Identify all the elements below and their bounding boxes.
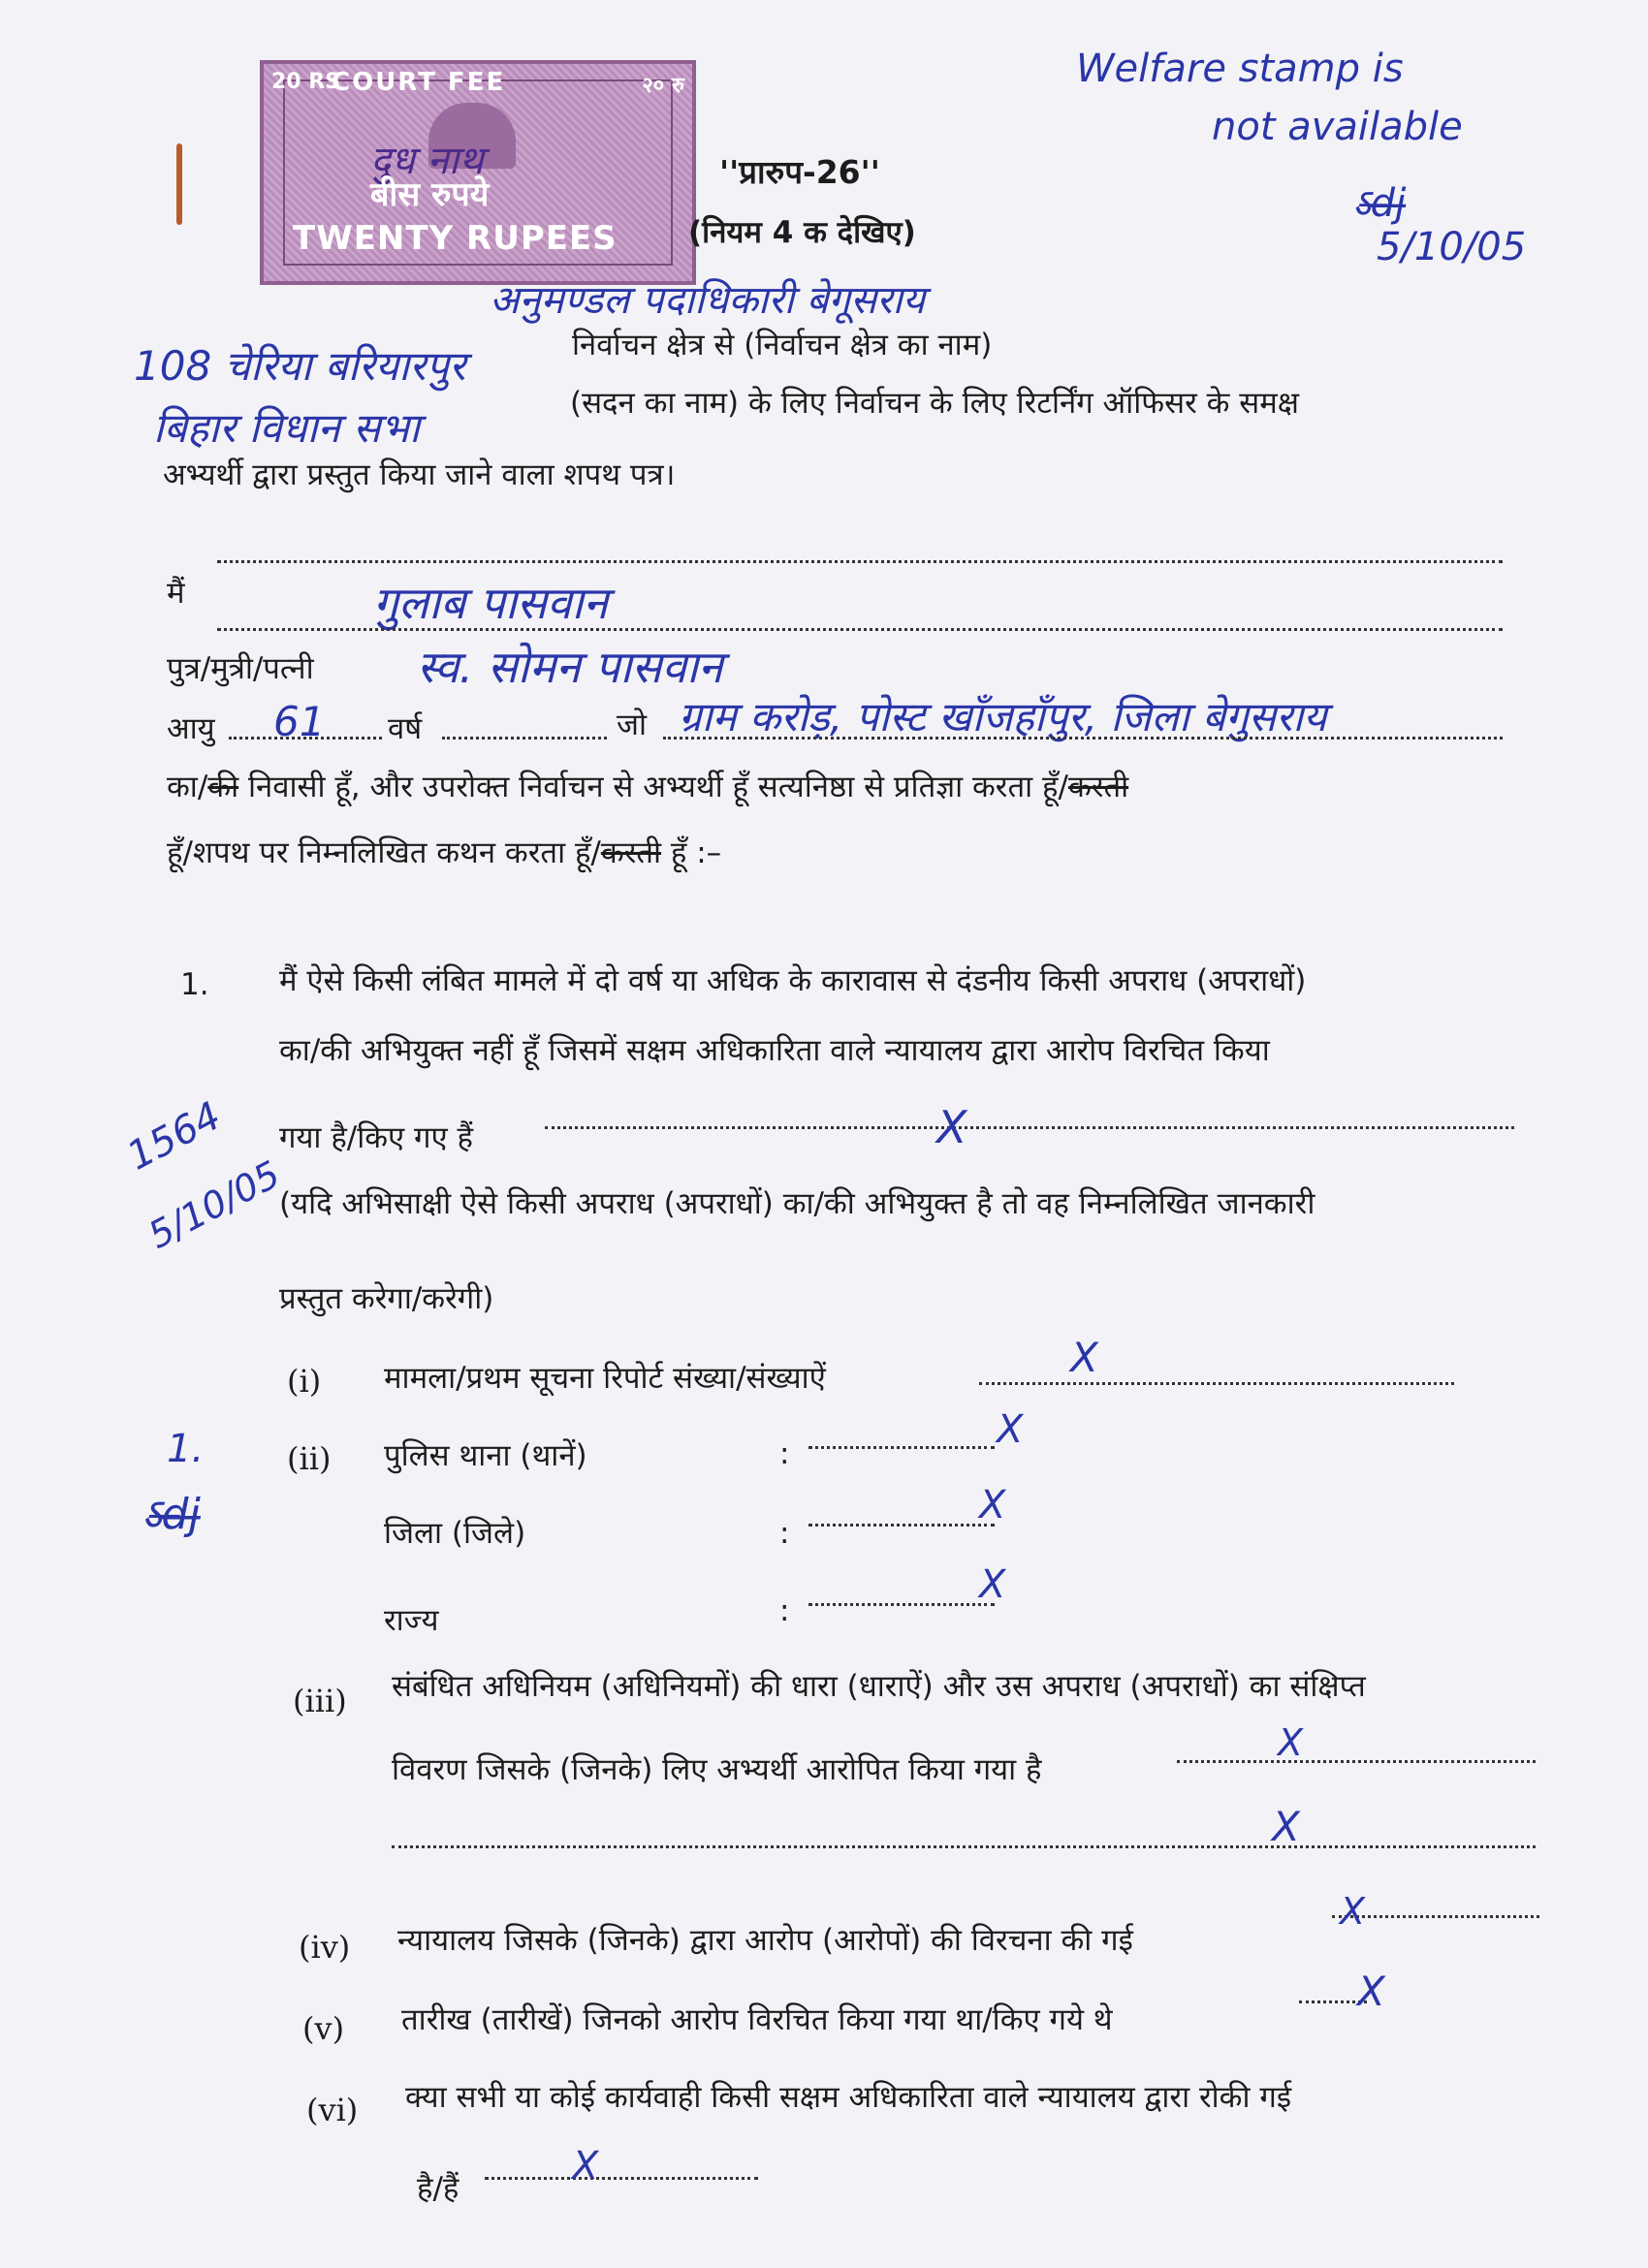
stamp-english-value: TWENTY RUPEES — [293, 219, 618, 258]
district-cross: X — [979, 1483, 1006, 1528]
item-vi-line-1: क्या सभी या कोई कार्यवाही किसी सक्षम अधिकारिता वाले न्यायालय द्वारा रोकी गई — [405, 2080, 1292, 2115]
section-1-line-4: (यदि अभिसाक्षी ऐसे किसी अपराध (अपराधों) का/की अभियुक्त है तो वह निम्नलिखित जानकारी — [279, 1186, 1315, 1221]
charged-dotted-line — [545, 1126, 1514, 1129]
stamp-court-fee-label: COURT FEE — [332, 68, 506, 97]
state-text: राज्य — [384, 1603, 439, 1638]
item-i-cross: X — [1070, 1334, 1098, 1381]
section-1-line-3: गया है/किए गए हैं — [279, 1120, 473, 1155]
resident-struck: की — [207, 770, 239, 804]
district-text: जिला (जिले) — [384, 1516, 526, 1551]
item-iii-dotted-line-2 — [392, 1845, 1536, 1848]
item-ii-number: (ii) — [287, 1440, 332, 1477]
affidavit-intro: अभ्यर्थी द्वारा प्रस्तुत किया जाने वाला शपथ पत्र। — [163, 457, 676, 492]
item-iv-text: न्यायालय जिसके (जिनके) द्वारा आरोप (आरोपों) की विरचना की गई — [397, 1923, 1133, 1958]
state-cross: X — [979, 1562, 1006, 1607]
constituency-label: निर्वाचन क्षेत्र से (निर्वाचन क्षेत्र का नाम) — [572, 328, 993, 362]
resident-a: का/ — [167, 770, 208, 804]
court-fee-stamp — [260, 60, 696, 285]
officer-handwriting: अनुमण्डल पदाधिकारी बेगूसराय — [490, 278, 926, 323]
note-date: 5/10/05 — [1377, 225, 1527, 269]
resident-b: निवासी हूँ, और उपरोक्त निर्वाचन से अभ्यर्थी हूँ सत्यनिष्ठा से प्रतिज्ञा करता हूँ/ — [247, 770, 1068, 804]
section-1-line-2: का/की अभियुक्त नहीं हूँ जिसमें सक्षम अधिकारिता वाले न्यायालय द्वारा आरोप विरचित किया — [279, 1033, 1270, 1068]
item-ii-colon: : — [779, 1436, 790, 1471]
item-v-text: तारीख (तारीखें) जिनको आरोप विरचित किया गया था/किए गये थे — [401, 2002, 1113, 2037]
margin-mark: 1. — [167, 1427, 205, 1471]
resident-struck-2: करती — [1067, 770, 1129, 804]
address-handwriting: ग्राम करोड़, पोस्ट खाँजहाँपुर, जिला बेगुसराय — [679, 693, 1327, 740]
section-1-number: 1. — [180, 967, 209, 1002]
constituency-handwriting: 108 चेरिया बरियारपुर — [134, 342, 466, 390]
form-title: ''प्रारुप-26'' — [719, 153, 880, 191]
house-label: (सदन का नाम) के लिए निर्वाचन के लिए रिटर्निंग ऑफिसर के समक्ष — [570, 386, 1300, 421]
stamp-value-right: २० रु — [642, 74, 684, 98]
state-dotted-line — [808, 1603, 995, 1606]
candidate-name: गुलाब पासवान — [373, 577, 609, 629]
resident-line — [167, 768, 1128, 806]
parent-name: स्व. सोमन पासवान — [417, 641, 723, 693]
item-iii-line-1: संबंधित अधिनियम (अधिनियमों) की धारा (धाराऐं) और उस अपराध (अपराधों) का संक्षिप्त — [392, 1669, 1366, 1704]
state-colon: : — [779, 1593, 790, 1628]
item-ii-text: पुलिस थाना (थानें) — [384, 1438, 587, 1473]
margin-number: 1564 — [120, 1093, 229, 1180]
note-welfare-stamp: Welfare stamp is — [1076, 47, 1404, 91]
name-dotted-line — [217, 560, 1503, 563]
charged-cross: X — [936, 1101, 967, 1153]
item-iii-cross-1: X — [1278, 1721, 1304, 1764]
stamp-value-left: 20 RS — [271, 70, 341, 94]
age-value: 61 — [273, 698, 326, 745]
item-i-dotted-line — [979, 1382, 1454, 1385]
note-signature: ऽ̶d̶j̶ — [1352, 181, 1407, 226]
item-v-number: (v) — [302, 2010, 345, 2047]
oath-a: हूँ/शपथ पर निम्नलिखित कथन करता हूँ/ — [167, 835, 601, 870]
item-v-cross: X — [1357, 1968, 1385, 2015]
parent-dotted-line — [217, 628, 1503, 631]
stamp-hindi-value: बीस रुपये — [370, 175, 490, 214]
form-subtitle: (नियम 4 क देखिए) — [688, 215, 916, 250]
item-ii-dotted-line — [808, 1446, 995, 1449]
item-iii-number: (iii) — [293, 1683, 347, 1719]
address-dotted-line — [663, 737, 1503, 740]
item-iv-number: (iv) — [299, 1929, 351, 1966]
item-i-number: (i) — [287, 1363, 322, 1400]
oath-b: हूँ :– — [670, 835, 722, 870]
item-vi-line-2: है/हैं — [417, 2171, 460, 2206]
section-1-line-1: मैं ऐसे किसी लंबित मामले में दो वर्ष या अधिक के कारावास से दंडनीय किसी अपराध (अपराधों) — [279, 963, 1307, 998]
section-1-line-5: प्रस्तुत करेगा/करेगी) — [279, 1281, 494, 1316]
item-vi-number: (vi) — [306, 2092, 359, 2128]
item-iii-cross-2: X — [1272, 1803, 1300, 1850]
item-vi-cross: X — [572, 2144, 599, 2189]
item-vi-dotted-line — [485, 2177, 758, 2180]
margin-signature: ऽ̶d̶j̶ — [142, 1490, 201, 1539]
oath-line — [167, 834, 721, 872]
age-label: आयु — [167, 711, 215, 746]
oath-struck: करती — [600, 835, 662, 870]
years-dotted-line — [442, 737, 607, 740]
parent-label: पुत्र/मुत्री/पत्नी — [167, 651, 314, 686]
item-iii-dotted-line-1 — [1177, 1760, 1536, 1763]
district-dotted-line — [808, 1524, 995, 1527]
jo-label: जो — [617, 708, 648, 742]
margin-date: 5/10/05 — [142, 1152, 288, 1257]
pin-mark — [176, 143, 182, 225]
i-label: मैं — [167, 576, 185, 611]
age-dotted-line — [229, 737, 382, 740]
item-iv-cross: X — [1340, 1890, 1366, 1933]
stamp-handwriting: दुध नाथ — [370, 139, 484, 183]
note-not-available: not available — [1212, 105, 1463, 149]
district-colon: : — [779, 1516, 790, 1551]
house-handwriting: बिहार विधान सभा — [153, 404, 420, 452]
years-label: वर्ष — [388, 711, 423, 746]
item-iii-line-2: विवरण जिसके (जिनके) लिए अभ्यर्थी आरोपित किया गया है — [392, 1752, 1042, 1787]
item-i-text: मामला/प्रथम सूचना रिपोर्ट संख्या/संख्याऐं — [384, 1361, 826, 1396]
item-ii-cross: X — [997, 1407, 1024, 1452]
